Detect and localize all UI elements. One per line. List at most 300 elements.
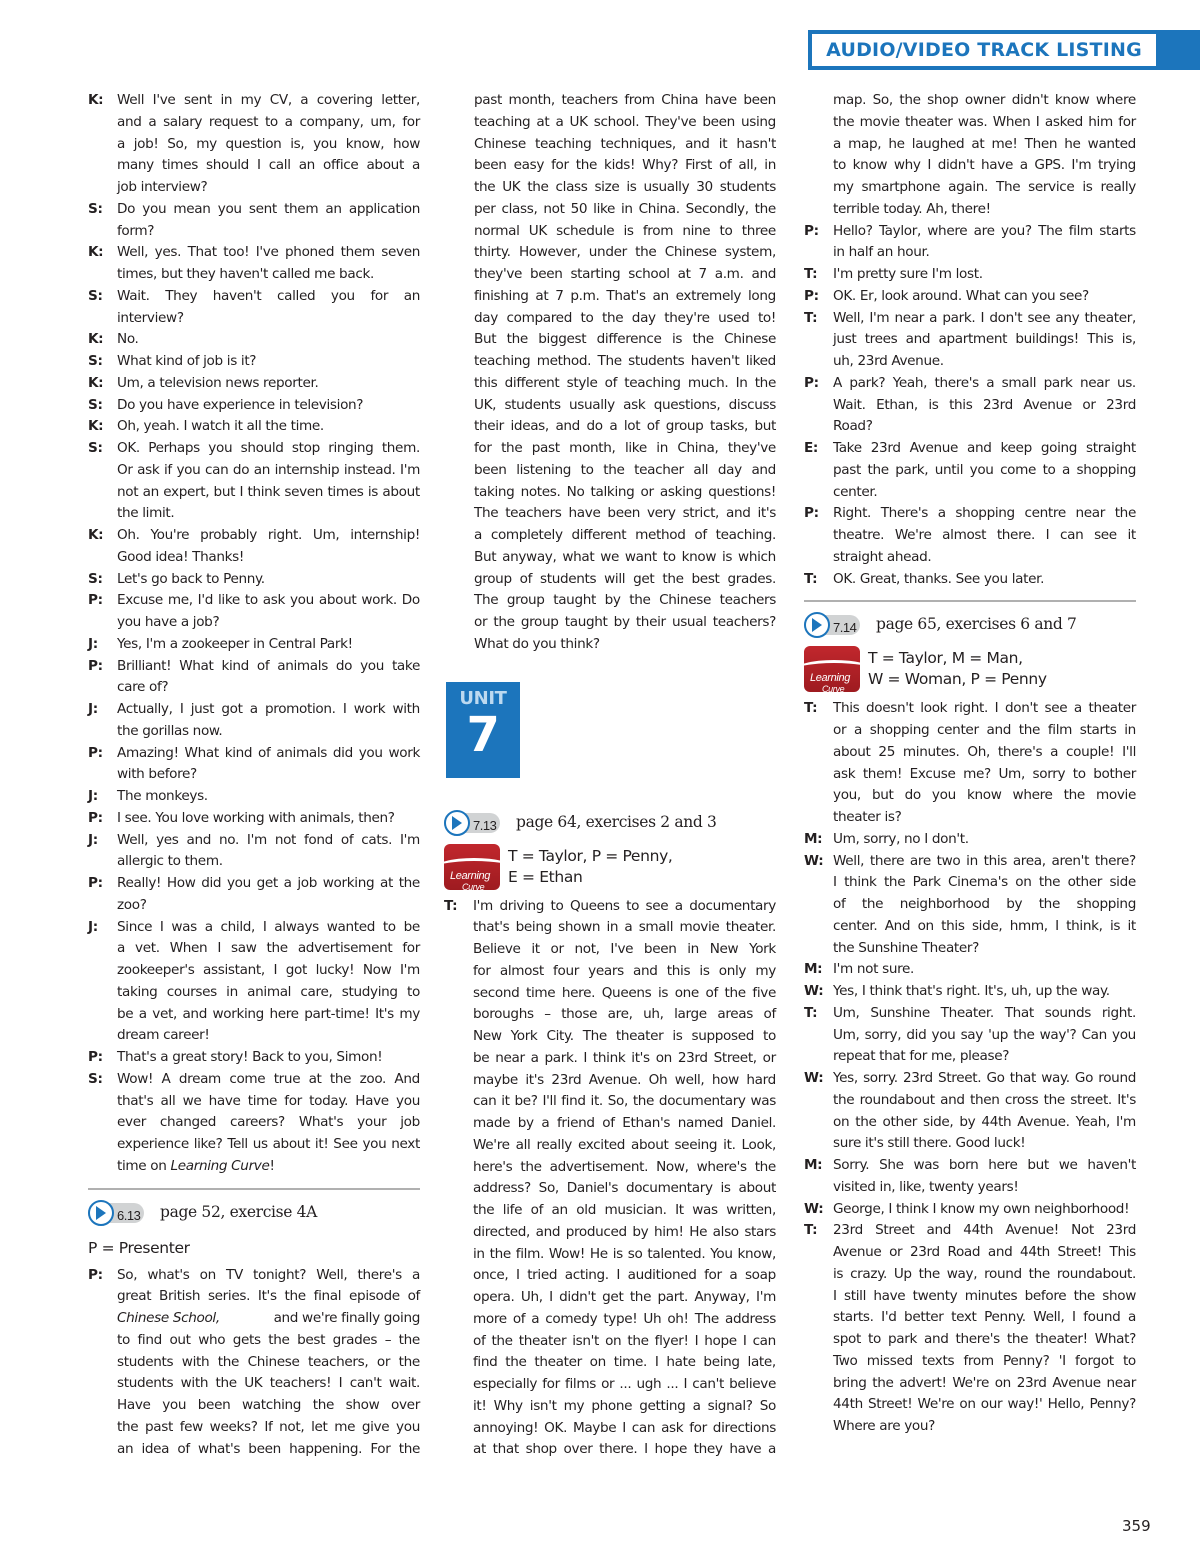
text-line: for almost four years and this is only my xyxy=(473,962,776,979)
dialogue-line xyxy=(804,503,1136,568)
text-line: George, I think I know my own neighborhood! xyxy=(833,1200,1130,1217)
dialogue-line xyxy=(804,698,1136,829)
dialogue-line xyxy=(804,981,1136,1003)
text-line: ask them! Excuse me? Um, sorry to bother xyxy=(833,765,1136,782)
speaker-label: S: xyxy=(88,353,103,369)
dialogue-text xyxy=(833,829,1136,851)
dialogue-text xyxy=(473,896,776,1462)
text-line: Um, a television news reporter. xyxy=(117,374,319,391)
text-line: to find out who gets the best grades – the xyxy=(117,1331,420,1348)
column-2 xyxy=(444,90,776,1461)
text-line: I'm pretty sure I'm lost. xyxy=(833,266,983,282)
text-line: here's the advertisement. Now, where's the xyxy=(473,1158,776,1175)
text-line: The teachers have been very strict, and it's xyxy=(474,505,776,522)
text-line: Oh, yeah. I watch it all the time. xyxy=(117,418,324,435)
text-line: OK. Perhaps you should stop ringing them. xyxy=(117,440,420,456)
speaker-key-block xyxy=(804,646,1136,692)
text-line: Since I was a child, I always wanted to be xyxy=(117,918,420,935)
speaker-label: E: xyxy=(804,440,819,456)
speaker-label: P: xyxy=(804,505,819,522)
dialogue-text xyxy=(117,242,420,286)
text-line: more of a comedy type! Uh oh! The address xyxy=(473,1310,776,1327)
text-line: zookeeper's assistant, I got lucky! Now I'm xyxy=(117,962,420,978)
text-line: Chinese teaching techniques, and it hasn't xyxy=(474,135,776,152)
track-title: page 64, exercises 2 and 3 xyxy=(516,812,717,831)
text-line: address? So, Daniel's documentary is about xyxy=(473,1180,776,1197)
speaker-label: W: xyxy=(804,1200,824,1217)
dialogue-line xyxy=(88,1047,420,1069)
dialogue-line xyxy=(804,959,1136,981)
speaker-key: T = Taylor, M = Man, W = Woman, P = Penny xyxy=(868,649,1047,689)
dialogue-line xyxy=(88,656,420,700)
text-line: Hello? Taylor, where are you? The film starts xyxy=(833,222,1136,239)
dialogue-line xyxy=(804,373,1136,438)
text-line: day compared to the day they're used to! xyxy=(474,309,776,326)
dialogue-line xyxy=(88,525,420,569)
text-line: you have a job? xyxy=(117,614,220,630)
speaker-label: T: xyxy=(804,700,818,717)
track-header-7-14 xyxy=(804,608,1136,642)
track-header-7-13 xyxy=(444,806,776,840)
text-line: especially for films or ... ugh ... I can't believe xyxy=(473,1376,776,1392)
dialogue-line xyxy=(88,917,420,1048)
speaker-label: S: xyxy=(88,1070,103,1087)
text-line: experience like? Tell us about it! See you next xyxy=(117,1136,420,1152)
speaker-label: T: xyxy=(804,266,818,282)
unit-badge xyxy=(446,682,520,778)
speaker-label: M: xyxy=(804,830,823,847)
dialogue-text xyxy=(117,416,420,438)
dialogue-text xyxy=(117,699,420,743)
speaker-label: J: xyxy=(88,788,98,804)
play-icon xyxy=(812,618,822,632)
dialogue-text xyxy=(833,569,1136,591)
speaker-label: M: xyxy=(804,1157,823,1173)
dialogue-text xyxy=(117,808,420,830)
text-line: OK. Great, thanks. See you later. xyxy=(833,570,1045,587)
dialogue-line-end: time on Learning Curve! xyxy=(117,1157,275,1174)
text-line: normal UK schedule is from nine to three xyxy=(474,222,776,239)
text-line: Or ask if you can do an internship instead. I'm xyxy=(117,461,420,478)
text-line: 44th Street! We're on our way!' Hello, Penny? xyxy=(833,1396,1136,1413)
text-line: the life of an old musician. It was written, xyxy=(473,1202,776,1218)
dialogue-line xyxy=(804,264,1136,286)
section-divider xyxy=(88,1188,420,1190)
speaker-label: S: xyxy=(88,570,103,587)
track-number: 7.13 xyxy=(473,817,497,833)
text-line: per class, not 50 like in China. Secondly, the xyxy=(474,200,776,217)
text-line: That's a great story! Back to you, Simon! xyxy=(117,1049,383,1065)
text-line: thirty. However, under the Chinese system, xyxy=(474,244,776,261)
text-line: I think the Park Cinema's on the other side xyxy=(833,874,1136,891)
text-line: But anyway, what we want to know is which xyxy=(474,548,776,565)
track-number: 7.14 xyxy=(833,620,857,636)
text-line: uh, 23rd Avenue. xyxy=(833,353,944,369)
text-line: find the theater on time. I hate being late, xyxy=(473,1354,776,1371)
dialogue-line xyxy=(88,873,420,917)
dialogue-line xyxy=(88,199,420,243)
text-line: in the film. Wow! He is so talented. You know, xyxy=(473,1245,776,1262)
dialogue-continuation xyxy=(804,90,1136,221)
text-line: Believe it or not, I've been in New York xyxy=(473,941,776,957)
speaker-label: P: xyxy=(88,809,103,826)
text-line: at that shop over there. I hope they have a xyxy=(473,1441,776,1458)
text-line: taking courses in animal care, studying to xyxy=(117,983,420,1000)
dialogue-text xyxy=(833,503,1136,568)
dialogue-line xyxy=(804,308,1136,373)
dialogue-line xyxy=(88,699,420,743)
speaker-label: W: xyxy=(804,1070,824,1086)
dialogue-text xyxy=(833,373,1136,438)
track-title: page 65, exercises 6 and 7 xyxy=(876,615,1077,634)
text-line: I'm driving to Queens to see a documentary xyxy=(473,897,776,914)
presenter-dialogue xyxy=(88,1265,420,1461)
audio-track-badge[interactable] xyxy=(804,612,864,638)
speaker-label: S: xyxy=(88,200,103,217)
text-line: Actually, I just got a promotion. I work with xyxy=(117,701,420,717)
text-line: maybe it's 23rd Avenue. Oh well, how hard xyxy=(473,1071,776,1088)
text-line: not an expert, but I think seven times is about xyxy=(117,483,420,500)
text-line: Well I've sent in my CV, a covering letter, xyxy=(117,92,420,108)
text-line: that's being shown in a small movie theater. xyxy=(473,919,776,936)
dialogue-section xyxy=(804,221,1136,591)
text-line: many times should I call an office about a xyxy=(117,157,420,174)
dialogue-text xyxy=(117,1069,420,1156)
text-line: form? xyxy=(117,222,155,239)
text-line: they've been starting school at 7 a.m. and xyxy=(474,266,776,282)
text-line: terrible today. Ah, there! xyxy=(833,200,991,217)
dialogue-text xyxy=(117,917,420,1048)
text-line: past month, teachers from China have been xyxy=(474,92,776,108)
dialogue-line xyxy=(804,569,1136,591)
text-line: of the theater isn't on the flyer! I hope I can xyxy=(473,1332,776,1349)
text-line: visited in, like, twenty years! xyxy=(833,1178,1019,1195)
text-line: the roundabout and then cross the street. It's xyxy=(833,1091,1136,1108)
text-line: be near a park. I think it's on 23rd Street, or xyxy=(473,1049,776,1066)
text-line: Excuse me, I'd like to ask you about work. Do xyxy=(117,592,420,609)
text-line: Wow! A dream come true at the zoo. And xyxy=(117,1070,420,1087)
text-line: you, but do you know where the movie xyxy=(833,787,1136,804)
dialogue-text xyxy=(833,1068,1136,1155)
dialogue-line xyxy=(444,896,776,1462)
text-line: Yes, I'm a zookeeper in Central Park! xyxy=(117,635,353,652)
speaker-label: W: xyxy=(804,983,824,999)
text-line: a completely different method of teaching. xyxy=(474,527,776,543)
text-line: theater is? xyxy=(833,809,902,825)
text-line: students with the UK teachers! I can't wait. xyxy=(117,1375,420,1392)
text-line: ever changed careers? What's your job xyxy=(117,1114,420,1131)
text-line: the UK the class size is usually 30 students xyxy=(474,179,776,195)
text-line: taking notes. No talking or asking questions! xyxy=(474,483,776,500)
text-line: New York City. The theater is supposed to xyxy=(473,1028,776,1044)
text-line: Do you mean you sent them an application xyxy=(117,200,420,217)
text-line: job interview? xyxy=(117,179,208,195)
text-line: The monkeys. xyxy=(117,788,208,804)
speaker-label: T: xyxy=(804,1004,818,1021)
text-line: group of students will get the best grades. xyxy=(474,570,776,587)
speaker-label: J: xyxy=(88,635,98,652)
dialogue-line xyxy=(88,438,420,525)
speaker-label: T: xyxy=(804,1222,818,1239)
text-line: the movie theater was. When I asked him for xyxy=(833,113,1136,130)
text-line: finishing at 7 p.m. That's an extremely long xyxy=(474,287,776,304)
text-line: a vet. When I saw the advertisement for xyxy=(117,940,420,957)
speaker-label: J: xyxy=(88,831,98,848)
text-line: repeat that for me, please? xyxy=(833,1048,1010,1065)
learning-curve-logo: Learning Curve xyxy=(444,844,500,890)
text-line: Road? xyxy=(833,418,873,435)
speaker-label: S: xyxy=(88,287,103,304)
speaker-label: K: xyxy=(88,331,104,348)
audio-track-badge[interactable] xyxy=(88,1200,148,1226)
text-line: What kind of job is it? xyxy=(117,353,257,369)
header-accent-bar xyxy=(1160,30,1200,70)
speaker-label: P: xyxy=(88,657,103,674)
text-line: Right. There's a shopping centre near the xyxy=(833,505,1136,522)
speaker-label: J: xyxy=(88,918,98,935)
dialogue-line xyxy=(88,242,420,286)
dialogue-line xyxy=(804,286,1136,308)
text-line: a map, he laughed at me! Then he wanted xyxy=(833,135,1136,152)
text-line: my smartphone again. The service is really xyxy=(833,179,1136,195)
text-line: Oh. You're probably right. Um, internship! xyxy=(117,527,420,543)
speaker-key-block xyxy=(444,844,776,890)
speaker-label: S: xyxy=(88,396,103,413)
text-line: times, but they haven't called me back. xyxy=(117,266,374,282)
text-line: Um, sorry, no I don't. xyxy=(833,830,969,847)
text-line: on the other side, by 44th Avenue. Yeah, I'm xyxy=(833,1113,1136,1130)
text-line: and a salary request to a company, um, for xyxy=(117,113,420,130)
text-line: spot to park and there's the theater! What? xyxy=(833,1331,1136,1347)
speaker-key: P = Presenter xyxy=(88,1238,190,1257)
dialogue-text xyxy=(833,959,1136,981)
dialogue-line xyxy=(804,438,1136,503)
text-line: their ideas, and do a lot of group tasks, but xyxy=(474,418,776,435)
text-line: the Sunshine Theater? xyxy=(833,939,980,956)
dialogue-line xyxy=(804,221,1136,265)
dialogue-text xyxy=(117,786,420,808)
dialogue-line xyxy=(88,395,420,417)
speaker-label: P: xyxy=(88,592,103,609)
text-line: I see. You love working with animals, then? xyxy=(117,809,395,826)
text-line: to know why I didn't have a GPS. I'm trying xyxy=(833,157,1136,174)
dialogue-line xyxy=(88,830,420,874)
text-line: boroughs – those are, uh, large areas of xyxy=(473,1006,776,1023)
text-line: or a shopping center and the film starts in xyxy=(833,722,1136,738)
text-line: Yes, sorry. 23rd Street. Go that way. Go round xyxy=(833,1070,1136,1086)
text-line: just trees and apartment buildings! This is, xyxy=(833,331,1136,348)
speaker-label: P: xyxy=(804,374,819,391)
text-line: I still have twenty minutes before the show xyxy=(833,1287,1136,1304)
dialogue-text xyxy=(117,199,420,243)
audio-track-badge[interactable] xyxy=(444,810,504,836)
dialogue-text xyxy=(833,1003,1136,1068)
dialogue-text xyxy=(833,981,1136,1003)
text-line: theatre. We're almost there. I can see it xyxy=(833,527,1136,543)
dialogue-text xyxy=(117,1047,420,1069)
taylor-dialogue xyxy=(444,896,776,1462)
speaker-label: K: xyxy=(88,92,104,108)
text-line: This doesn't look right. I don't see a theater xyxy=(833,700,1136,717)
dialogue-text xyxy=(117,329,420,351)
text-line: allergic to them. xyxy=(117,853,223,870)
speaker-label: P: xyxy=(804,287,819,304)
text-line: teaching method. The students haven't liked xyxy=(474,353,776,369)
text-line: the gorillas now. xyxy=(117,722,223,739)
dialogue-text xyxy=(833,851,1136,960)
dialogue-line xyxy=(88,786,420,808)
dialogue-text xyxy=(117,286,420,330)
header-title: AUDIO/VIDEO TRACK LISTING xyxy=(826,39,1142,61)
text-line: teaching at a UK school. They've been using xyxy=(474,113,776,130)
column-3 xyxy=(804,90,1136,1438)
dialogue-text xyxy=(833,1220,1136,1438)
speaker-label: S: xyxy=(88,440,103,456)
dialogue-text xyxy=(117,634,420,656)
text-line: Have you been watching the show over xyxy=(117,1397,420,1413)
text-line: Take 23rd Avenue and keep going straight xyxy=(833,440,1136,456)
dialogue-line xyxy=(804,1199,1136,1221)
text-line: it! Why isn't my phone getting a signal? So xyxy=(473,1397,776,1414)
text-line: Avenue or 23rd Road and 44th Street! This xyxy=(833,1244,1136,1260)
learning-curve-logo: Learning Curve xyxy=(804,646,860,692)
track-number: 6.13 xyxy=(117,1207,141,1223)
dialogue-text xyxy=(833,698,1136,829)
text-line: directed, and produced by him! He also stars xyxy=(473,1223,776,1240)
dialogue-section xyxy=(88,90,420,1156)
speaker-label: K: xyxy=(88,418,104,435)
text-line: made by a friend of Ethan's named Daniel. xyxy=(473,1115,776,1131)
text-line: The group taught by the Chinese teachers xyxy=(474,592,776,609)
dialogue-text xyxy=(833,308,1136,373)
text-line: Let's go back to Penny. xyxy=(117,570,265,587)
text-line: Um, sorry, did you say 'up the way'? Can you xyxy=(833,1026,1136,1043)
dialogue-text xyxy=(117,438,420,525)
speaker-label: J: xyxy=(88,701,98,717)
dialogue-line xyxy=(88,351,420,373)
text-line: be a vet, and working here part-time! It's my xyxy=(117,1005,420,1022)
text-line: center. And on this side, hmm, I think, is it xyxy=(833,917,1136,934)
dialogue-line xyxy=(88,808,420,830)
text-line: about 25 minutes. Oh, there's a couple! I'll xyxy=(833,743,1136,760)
dialogue-text xyxy=(117,873,420,917)
text-line: can it be? I'll find it. So, the documentary was xyxy=(473,1093,776,1110)
text-line: Well, yes. That too! I've phoned them seven xyxy=(117,244,420,261)
speaker-label: P: xyxy=(88,1049,103,1065)
dialogue-text xyxy=(117,569,420,591)
speaker-label: T: xyxy=(444,897,458,914)
dialogue-text xyxy=(117,395,420,417)
text-line: bring the advert! We're on 23rd Avenue near xyxy=(833,1374,1136,1391)
text-line: A park? Yeah, there's a small park near us. xyxy=(833,374,1136,391)
dialogue-line xyxy=(804,1068,1136,1155)
text-line: UK, students usually ask questions, discuss xyxy=(474,396,776,413)
text-line: the past few weeks? If not, let me give you xyxy=(117,1418,420,1435)
speaker-label: P: xyxy=(88,875,103,891)
dialogue-line xyxy=(804,851,1136,960)
dialogue-text xyxy=(833,1199,1136,1221)
text-line: an idea of what's been happening. For the xyxy=(117,1440,420,1457)
dialogue-text xyxy=(833,286,1136,308)
unit-number: 7 xyxy=(466,707,500,764)
dialogue-line xyxy=(88,634,420,656)
dialogue-line xyxy=(804,1220,1136,1438)
track-header-6-13 xyxy=(88,1196,420,1230)
dialogue-line xyxy=(88,743,420,787)
dialogue-line xyxy=(88,286,420,330)
text-line: dream career! xyxy=(117,1027,210,1044)
section-divider xyxy=(804,600,1136,602)
text-line: OK. Er, look around. What can you see? xyxy=(833,287,1089,304)
dialogue-text xyxy=(117,525,420,569)
speaker-label: P: xyxy=(88,1266,103,1283)
text-line: students with the Chinese teachers, or the xyxy=(117,1353,420,1370)
dialogue-section xyxy=(804,698,1136,1438)
text-line: What do you think? xyxy=(474,635,600,652)
dialogue-text xyxy=(117,351,420,373)
unit-label: UNIT xyxy=(459,687,507,709)
speaker-label: M: xyxy=(804,961,823,978)
text-line: the limit. xyxy=(117,505,175,522)
text-line: a job! So, my question is, you know, how xyxy=(117,135,420,152)
speaker-label: P: xyxy=(804,222,819,239)
text-line: starts. I'd better text Penny. Well, I found a xyxy=(833,1309,1136,1326)
text-line: Chinese School, and we're finally going xyxy=(117,1310,420,1326)
text-line: interview? xyxy=(117,309,184,326)
speaker-label: K: xyxy=(88,374,104,391)
track-title: page 52, exercise 4A xyxy=(160,1202,318,1221)
text-line: opera. Uh, I didn't get the part. Anyway, I'm xyxy=(473,1289,776,1305)
dialogue-text xyxy=(117,590,420,634)
text-line: care of? xyxy=(117,679,169,696)
speaker-key: T = Taylor, P = Penny, E = Ethan xyxy=(508,846,673,886)
text-line: Wait. Ethan, is this 23rd Avenue or 23rd xyxy=(833,396,1136,413)
text-line: Brilliant! What kind of animals do you take xyxy=(117,657,420,674)
speaker-label: T: xyxy=(804,309,818,326)
play-icon xyxy=(96,1206,106,1220)
text-line: in half an hour. xyxy=(833,244,930,261)
dialogue-text xyxy=(117,656,420,700)
dialogue-text xyxy=(833,438,1136,503)
text-line: Wait. They haven't called you for an xyxy=(117,287,420,304)
text-line: for the past month, like in China, they've xyxy=(474,440,776,456)
text-line: or the group taught by their usual teachers? xyxy=(474,614,776,630)
text-line: zoo? xyxy=(117,896,147,913)
text-line: straight ahead. xyxy=(833,548,932,565)
text-line: been easy for the kids! Why? First of all, in xyxy=(474,157,776,174)
text-line: Good idea! Thanks! xyxy=(117,548,244,565)
speaker-label: P: xyxy=(88,744,103,761)
dialogue-text xyxy=(117,90,420,199)
text-line: Amazing! What kind of animals did you work xyxy=(117,744,420,761)
dialogue-text xyxy=(117,830,420,874)
text-line: Two missed texts from Penny? 'I forgot to xyxy=(833,1352,1136,1369)
dialogue-line xyxy=(88,90,420,199)
text-line: So, what's on TV tonight? Well, there's a xyxy=(117,1266,420,1283)
dialogue-line xyxy=(88,569,420,591)
text-line: center. xyxy=(833,483,878,500)
speaker-label: T: xyxy=(804,570,818,587)
text-line: 23rd Street and 44th Avenue! Not 23rd xyxy=(833,1222,1136,1239)
text-line: Where are you? xyxy=(833,1418,935,1434)
dialogue-line xyxy=(88,416,420,438)
text-line: once, I tried acting. I auditioned for a soap xyxy=(473,1267,776,1284)
text-line: past the park, until you come to a shopping xyxy=(833,461,1136,478)
dialogue-line xyxy=(88,373,420,395)
text-line: been listening to the teacher all day and xyxy=(474,461,776,478)
text-line: second time here. Queens is one of the five xyxy=(473,984,776,1001)
text-line: this different style of teaching much. In the xyxy=(474,374,776,391)
